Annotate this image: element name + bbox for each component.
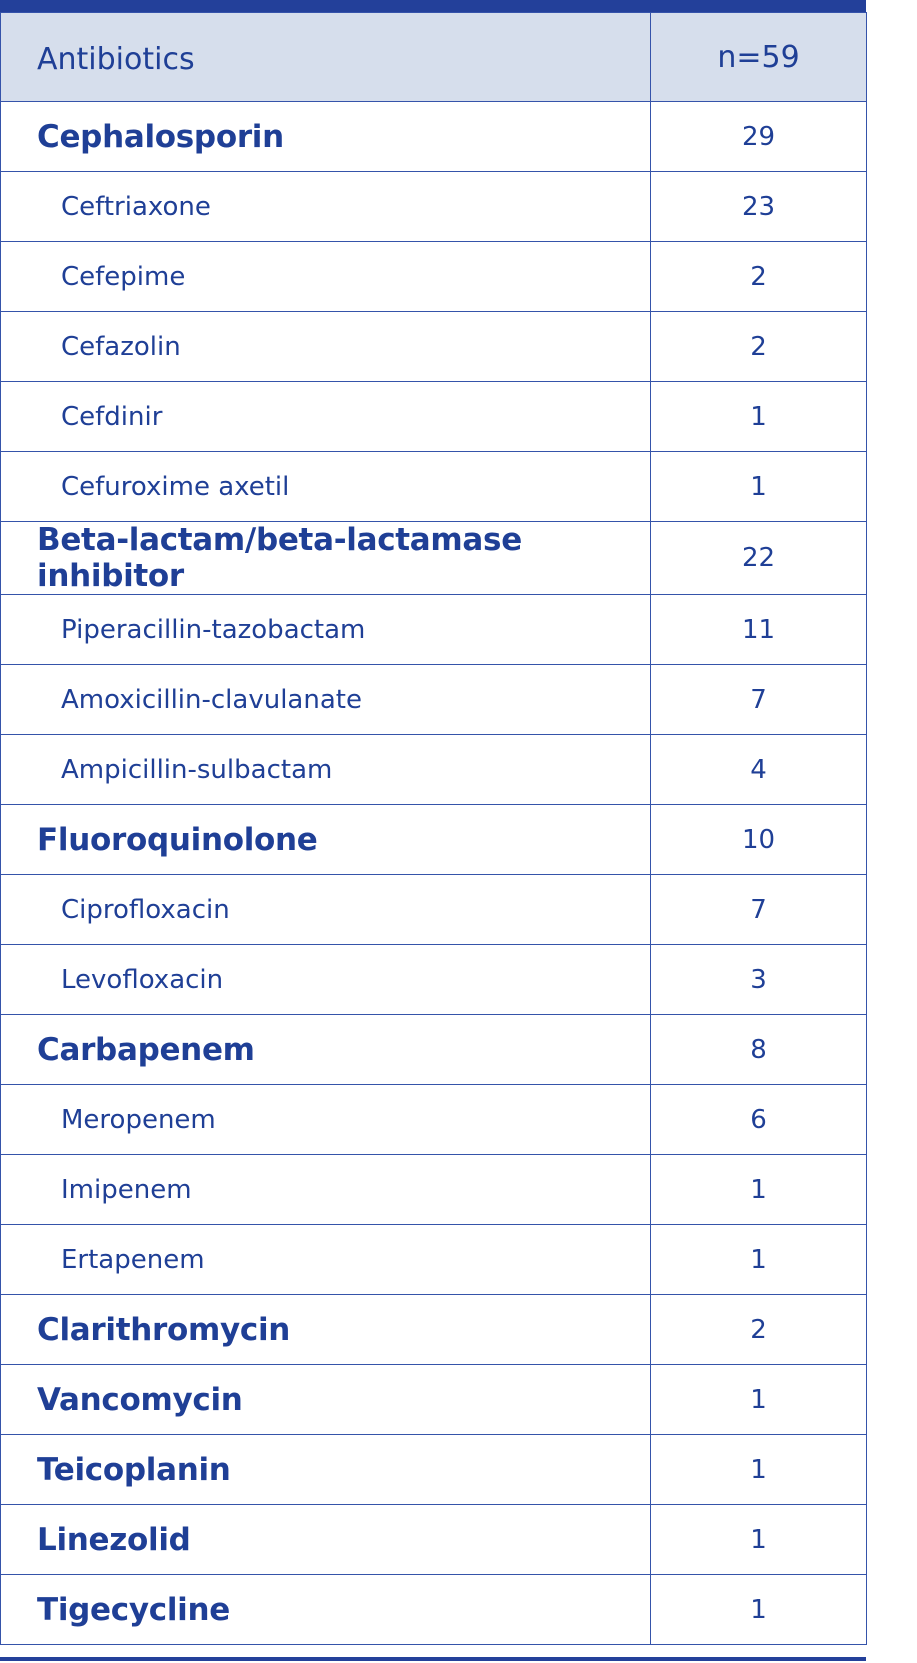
table-row-sub	[1, 1155, 867, 1225]
table-header-row	[1, 13, 867, 102]
table-row-group	[1, 1365, 867, 1435]
table-row-group	[1, 102, 867, 172]
antibiotic-count: 7	[651, 875, 867, 945]
antibiotic-name: Cefdinir	[1, 382, 651, 452]
table-row-group	[1, 522, 867, 595]
antibiotic-name: Piperacillin-tazobactam	[1, 595, 651, 665]
antibiotic-name: Imipenem	[1, 1155, 651, 1225]
header-count: n=59	[651, 13, 867, 102]
table-row-sub	[1, 1225, 867, 1295]
table-row-sub	[1, 382, 867, 452]
antibiotic-count: 10	[651, 805, 867, 875]
antibiotic-count: 6	[651, 1085, 867, 1155]
antibiotic-count: 1	[651, 1435, 867, 1505]
antibiotic-name: Meropenem	[1, 1085, 651, 1155]
table-grid	[0, 12, 867, 1645]
table-row-group	[1, 1505, 867, 1575]
top-rule	[0, 0, 866, 12]
table-row-group	[1, 805, 867, 875]
table-row-sub	[1, 735, 867, 805]
antibiotic-name: Cephalosporin	[1, 102, 651, 172]
antibiotic-count: 7	[651, 665, 867, 735]
antibiotic-name: Ceftriaxone	[1, 172, 651, 242]
antibiotic-count: 2	[651, 312, 867, 382]
table-row-sub	[1, 1085, 867, 1155]
antibiotic-count: 1	[651, 1575, 867, 1645]
antibiotic-name: Levofloxacin	[1, 945, 651, 1015]
table-row-group	[1, 1435, 867, 1505]
antibiotic-name: Fluoroquinolone	[1, 805, 651, 875]
antibiotic-name: Carbapenem	[1, 1015, 651, 1085]
antibiotic-name: Vancomycin	[1, 1365, 651, 1435]
table-row-sub	[1, 242, 867, 312]
antibiotic-name: Teicoplanin	[1, 1435, 651, 1505]
antibiotic-count: 2	[651, 242, 867, 312]
antibiotic-count: 23	[651, 172, 867, 242]
table-row-sub	[1, 312, 867, 382]
antibiotic-count: 1	[651, 1225, 867, 1295]
table-row-group	[1, 1575, 867, 1645]
table-row-group	[1, 1295, 867, 1365]
antibiotic-name: Clarithromycin	[1, 1295, 651, 1365]
antibiotic-count: 3	[651, 945, 867, 1015]
antibiotic-count: 11	[651, 595, 867, 665]
antibiotic-count: 1	[651, 1155, 867, 1225]
table-row-sub	[1, 595, 867, 665]
table-row-sub	[1, 665, 867, 735]
header-antibiotics: Antibiotics	[1, 13, 651, 102]
antibiotic-count: 8	[651, 1015, 867, 1085]
antibiotic-name: Linezolid	[1, 1505, 651, 1575]
antibiotic-count: 4	[651, 735, 867, 805]
antibiotic-count: 1	[651, 1365, 867, 1435]
antibiotic-name: Cefazolin	[1, 312, 651, 382]
antibiotic-name: Beta-lactam/beta-lactamase inhibitor	[1, 522, 651, 595]
table-row-sub	[1, 452, 867, 522]
bottom-rule	[0, 1657, 866, 1661]
antibiotic-count: 2	[651, 1295, 867, 1365]
antibiotic-name: Cefuroxime axetil	[1, 452, 651, 522]
antibiotic-count: 1	[651, 452, 867, 522]
table-row-sub	[1, 875, 867, 945]
antibiotic-count: 22	[651, 522, 867, 595]
table-row-sub	[1, 172, 867, 242]
antibiotic-name: Ertapenem	[1, 1225, 651, 1295]
table-row-sub	[1, 945, 867, 1015]
antibiotic-count: 29	[651, 102, 867, 172]
antibiotic-count: 1	[651, 1505, 867, 1575]
antibiotic-name: Ciprofloxacin	[1, 875, 651, 945]
antibiotic-name: Ampicillin-sulbactam	[1, 735, 651, 805]
antibiotic-name: Cefepime	[1, 242, 651, 312]
antibiotic-name: Tigecycline	[1, 1575, 651, 1645]
table-row-group	[1, 1015, 867, 1085]
antibiotic-name: Amoxicillin-clavulanate	[1, 665, 651, 735]
antibiotic-count: 1	[651, 382, 867, 452]
table-body	[1, 102, 867, 1645]
